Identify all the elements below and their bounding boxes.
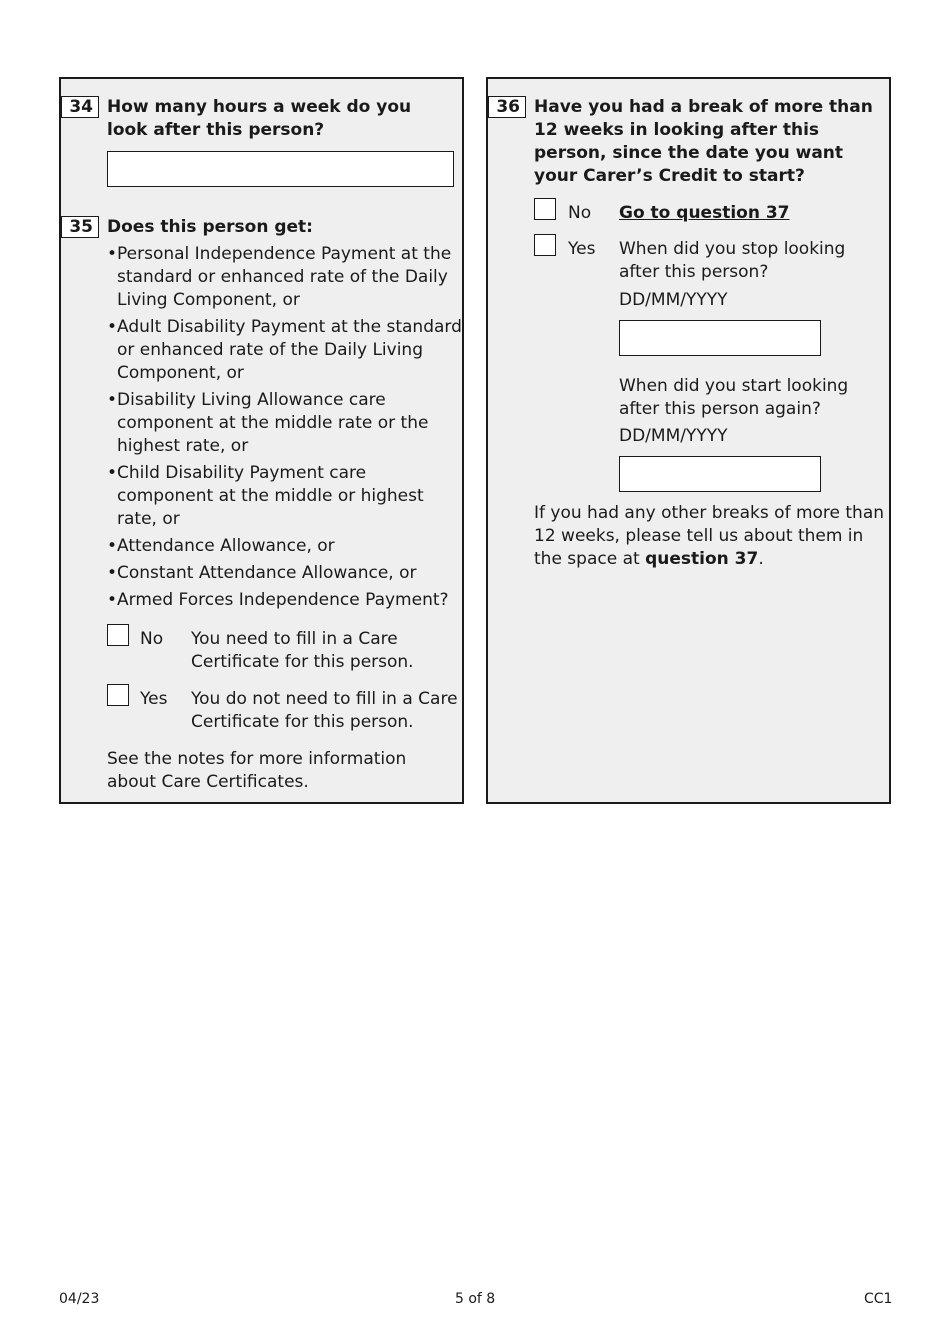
left-question-panel: [59, 77, 464, 804]
care-certificate-note: See the notes for more information about Care Certificates.: [107, 749, 407, 792]
bullet-icon: •: [107, 390, 118, 410]
question-37-reference: question 37: [645, 549, 759, 569]
stop-looking-question: When did you stop looking after this person?: [619, 239, 846, 282]
hours-per-week-input[interactable]: [107, 151, 454, 187]
start-date-format: DD/MM/YYYY: [619, 426, 728, 446]
q36-no-checkbox[interactable]: [534, 198, 556, 220]
question-35-title: Does this person get:: [107, 217, 313, 237]
q35-no-instruction: You need to fill in a Care Certificate for this person.: [191, 629, 414, 672]
q35-yes-label: Yes: [140, 689, 168, 709]
question-34-number: 34: [61, 96, 99, 118]
q35-no-label: No: [140, 629, 164, 649]
page-number: 5 of 8: [455, 1291, 496, 1307]
q36-yes-checkbox[interactable]: [534, 234, 556, 256]
list-item: • Adult Disability Payment at the standard or enhanced rate of the Daily Living Component, or: [107, 317, 462, 383]
benefits-list: [107, 243, 462, 616]
q35-yes-instruction: You do not need to fill in a Care Certificate for this person.: [191, 689, 458, 732]
form-date: 04/23: [59, 1291, 100, 1307]
list-item: • Armed Forces Independence Payment?: [107, 590, 449, 610]
start-looking-question: When did you start looking after this person again?: [619, 376, 849, 419]
bullet-icon: •: [107, 244, 118, 264]
other-breaks-instruction: If you had any other breaks of more than 12 weeks, please tell us about them in the space at question 37.: [534, 503, 885, 569]
go-to-question-37-link[interactable]: Go to question 37: [619, 203, 790, 223]
list-item: • Constant Attendance Allowance, or: [107, 563, 417, 583]
bullet-icon: •: [107, 536, 118, 556]
bullet-icon: •: [107, 590, 118, 610]
q36-yes-label: Yes: [568, 239, 596, 259]
stop-date-format: DD/MM/YYYY: [619, 290, 728, 310]
start-date-input[interactable]: [619, 456, 821, 492]
bullet-icon: •: [107, 563, 118, 583]
question-36-title: Have you had a break of more than 12 weeks in looking after this person, since the date you want your Carer’s Credit to start?: [534, 97, 873, 186]
bullet-icon: •: [107, 463, 118, 483]
list-item: • Disability Living Allowance care component at the middle rate or the highest rate, or: [107, 390, 429, 456]
q36-no-label: No: [568, 203, 592, 223]
list-item: • Personal Independence Payment at the standard or enhanced rate of the Daily Living Component, or: [107, 244, 452, 310]
question-34-title: How many hours a week do you look after this person?: [107, 97, 412, 140]
right-question-panel: [486, 77, 891, 804]
bullet-icon: •: [107, 317, 118, 337]
form-code: CC1: [864, 1291, 893, 1307]
stop-date-input[interactable]: [619, 320, 821, 356]
q35-no-checkbox[interactable]: [107, 624, 129, 646]
list-item: • Child Disability Payment care component at the middle or highest rate, or: [107, 463, 424, 529]
list-item: • Attendance Allowance, or: [107, 536, 335, 556]
question-35-number: 35: [61, 216, 99, 238]
q35-yes-checkbox[interactable]: [107, 684, 129, 706]
question-36-number: 36: [488, 96, 526, 118]
